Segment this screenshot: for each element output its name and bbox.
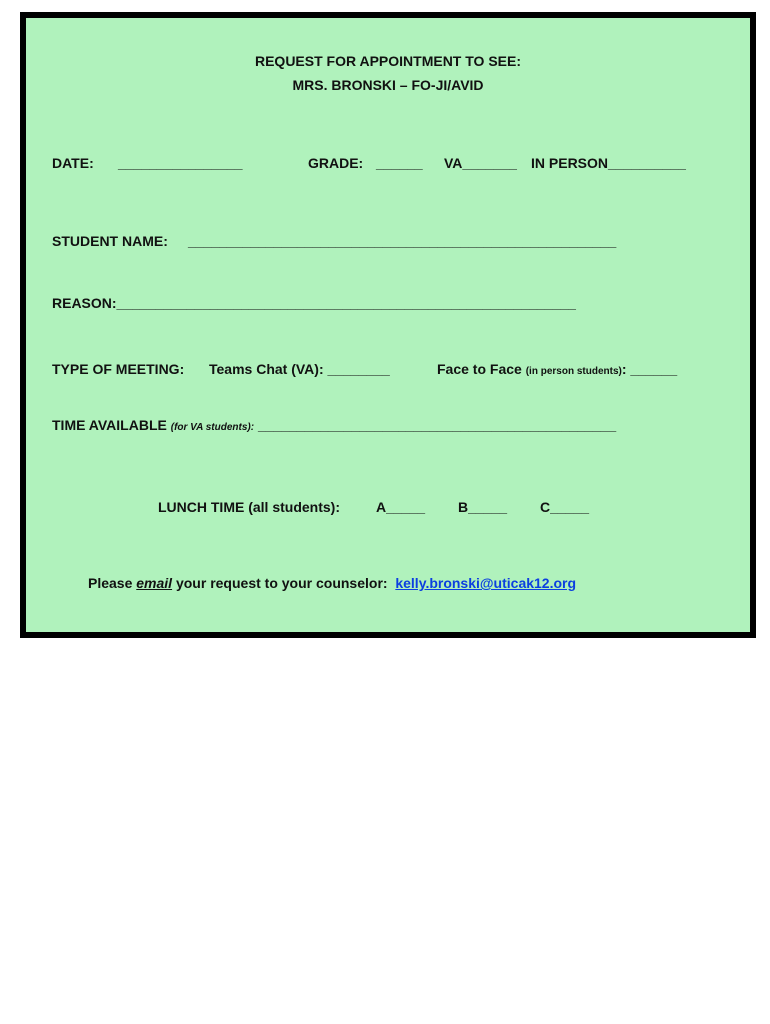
face-to-face-label: Face to Face bbox=[437, 361, 522, 377]
face-to-face-field[interactable] bbox=[437, 360, 677, 381]
lunch-option-c[interactable]: C_____ bbox=[540, 499, 590, 515]
time-available-label: TIME AVAILABLE bbox=[52, 417, 167, 433]
time-available-blank: ______________________________________________ bbox=[257, 417, 617, 433]
student-name-label: STUDENT NAME: bbox=[52, 233, 168, 249]
footer-instruction bbox=[88, 574, 576, 592]
footer-rest: your request to your counselor: bbox=[175, 575, 388, 591]
counselor-email-link[interactable]: kelly.bronski@uticak12.org bbox=[395, 575, 577, 591]
grade-field[interactable]: ______ bbox=[376, 155, 423, 171]
va-field[interactable]: VA_______ bbox=[444, 155, 517, 171]
teams-chat-field[interactable]: Teams Chat (VA): ________ bbox=[209, 361, 390, 377]
reason-field[interactable]: REASON:___________________________________________________________ bbox=[52, 295, 576, 311]
meeting-type-label: TYPE OF MEETING: bbox=[52, 361, 185, 377]
date-label: DATE: bbox=[52, 155, 94, 171]
time-available-note: (for VA students): bbox=[170, 422, 255, 433]
time-available-field[interactable] bbox=[52, 416, 616, 437]
footer-email-word: email bbox=[136, 575, 173, 591]
form-title-line2: MRS. BRONSKI – FO-JI/AVID bbox=[292, 77, 484, 93]
date-field[interactable]: ________________ bbox=[118, 155, 243, 171]
face-to-face-blank: : ______ bbox=[621, 361, 678, 377]
face-to-face-note: (in person students) bbox=[525, 366, 622, 377]
student-name-field[interactable]: _______________________________________________________ bbox=[188, 233, 617, 249]
footer-please: Please bbox=[88, 575, 133, 591]
in-person-field[interactable]: IN PERSON__________ bbox=[531, 155, 686, 171]
lunch-option-a[interactable]: A_____ bbox=[376, 499, 426, 515]
grade-label: GRADE: bbox=[308, 155, 364, 171]
lunch-time-label: LUNCH TIME (all students): bbox=[158, 499, 340, 515]
form-title-line1: REQUEST FOR APPOINTMENT TO SEE: bbox=[254, 53, 522, 69]
lunch-option-b[interactable]: B_____ bbox=[458, 499, 508, 515]
appointment-form bbox=[20, 12, 756, 638]
